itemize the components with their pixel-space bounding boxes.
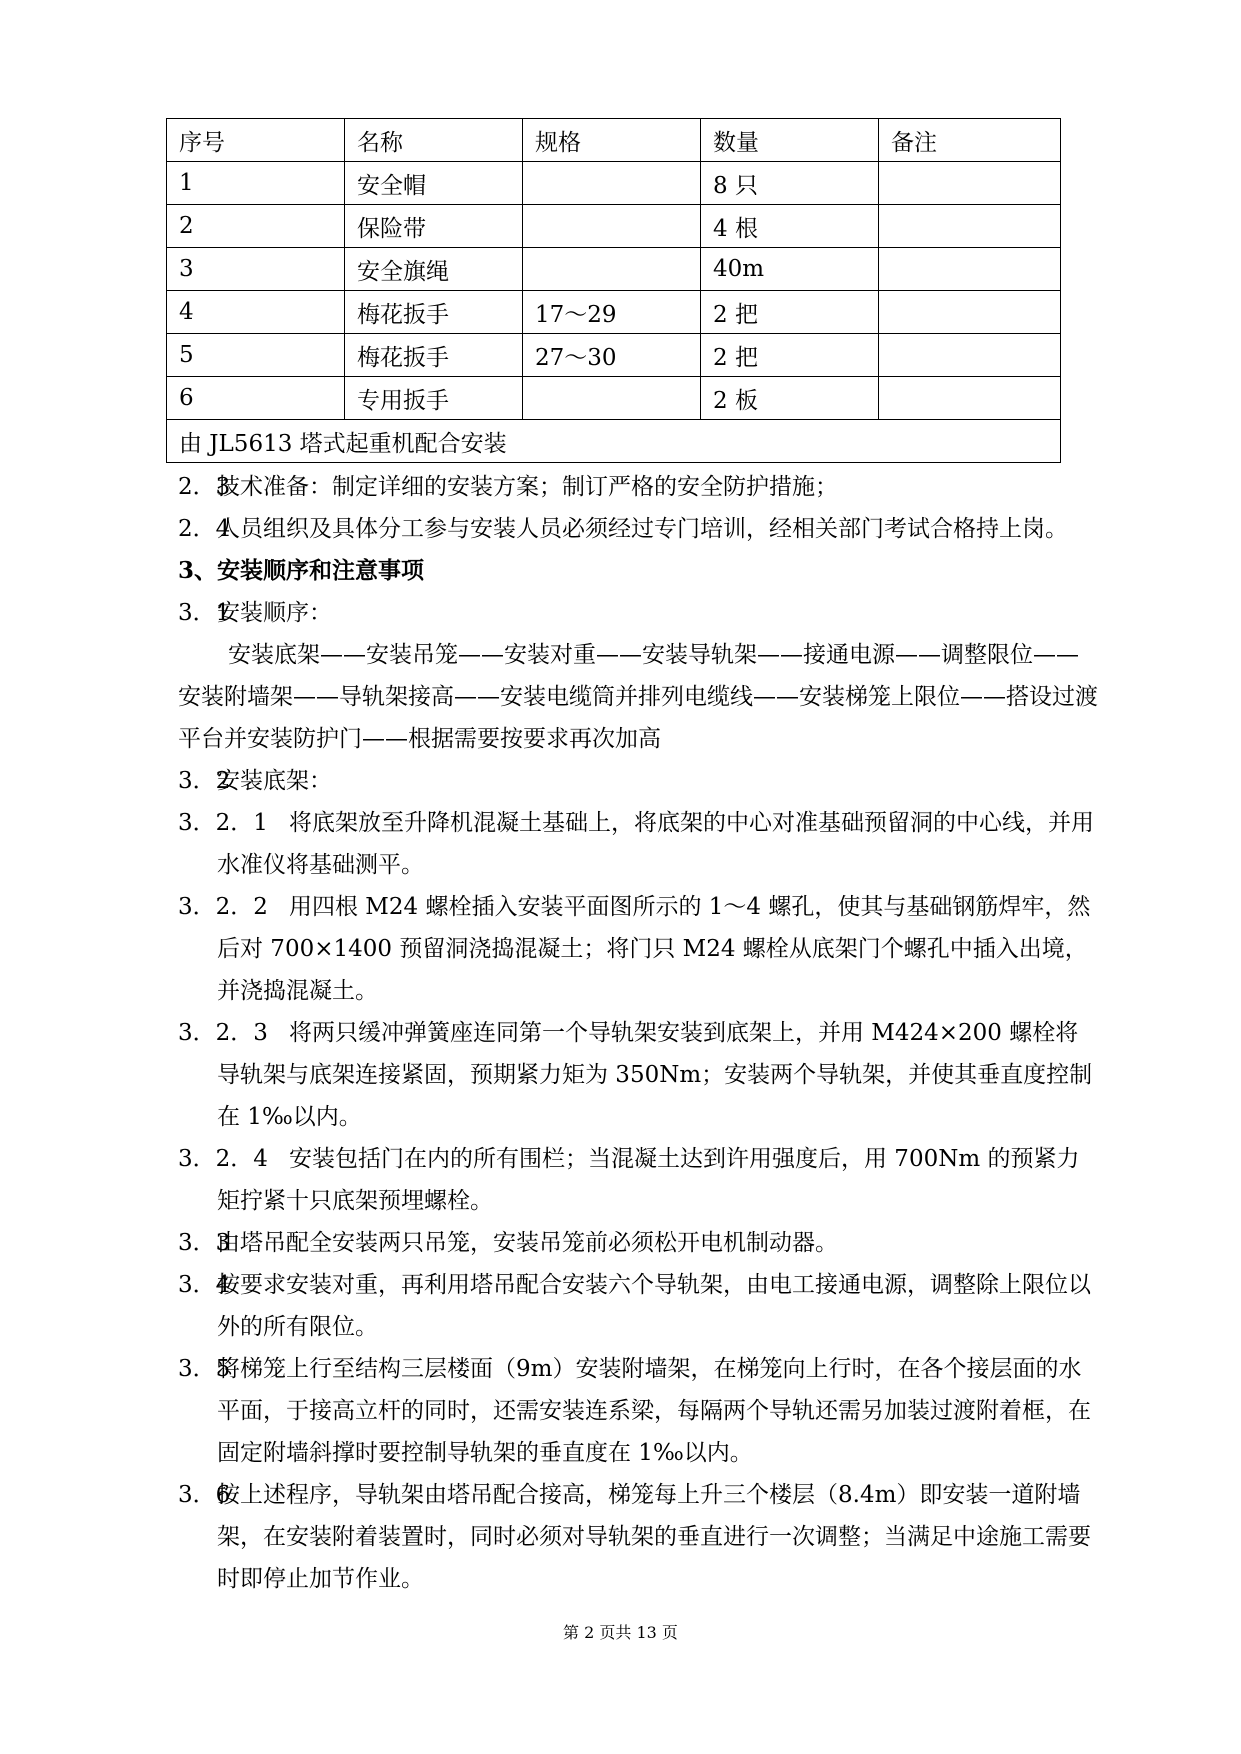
paragraph-3-2-3 xyxy=(178,1012,1098,1138)
paragraph-2-3 xyxy=(178,466,1098,508)
paragraph-3-2-1 xyxy=(178,802,1098,886)
table-cell xyxy=(523,162,701,205)
section-number: 3．2．1 xyxy=(178,810,268,836)
paragraph-text: 安装底架： xyxy=(217,768,332,794)
table-cell xyxy=(879,162,1061,205)
table-cell xyxy=(879,205,1061,248)
header-cell: 规格 xyxy=(523,119,701,162)
section-number: 3．1 xyxy=(178,600,231,626)
paragraph-3-6 xyxy=(178,1474,1098,1600)
paragraph-2-4 xyxy=(178,508,1098,550)
table-cell: 安全旗绳 xyxy=(345,248,523,291)
paragraph-text: 安装顺序： xyxy=(217,600,332,626)
table-cell xyxy=(523,205,701,248)
section-number: 2．3 xyxy=(178,474,231,500)
table-cell xyxy=(523,248,701,291)
section-number: 3．5 xyxy=(178,1356,231,1382)
paragraph-text: 安装包括门在内的所有围栏；当混凝土达到许用强度后，用 700Nm 的预紧力矩拧紧十只底架预埋螺栓。 xyxy=(217,1146,1080,1214)
table-cell: 17～29 xyxy=(523,291,701,334)
paragraph-3-2 xyxy=(178,760,1098,802)
table-cell: 3 xyxy=(167,248,345,291)
table-cell: 2 把 xyxy=(701,291,879,334)
table-cell: 6 xyxy=(167,377,345,420)
table-cell: 保险带 xyxy=(345,205,523,248)
section-heading-3: 3、安装顺序和注意事项 xyxy=(178,557,425,584)
paragraph-text: 由塔吊配全安装两只吊笼，安装吊笼前必须松开电机制动器。 xyxy=(217,1230,838,1256)
table-cell xyxy=(879,248,1061,291)
paragraph-text: 技术准备：制定详细的安装方案；制订严格的安全防护措施； xyxy=(217,474,838,500)
table-cell xyxy=(523,377,701,420)
paragraph-3-5 xyxy=(178,1348,1098,1474)
table-cell: 2 把 xyxy=(701,334,879,377)
table-cell: 2 板 xyxy=(701,377,879,420)
table-cell: 安全帽 xyxy=(345,162,523,205)
header-cell: 序号 xyxy=(167,119,345,162)
table-cell: 梅花扳手 xyxy=(345,291,523,334)
table-row xyxy=(167,162,1061,205)
paragraph-text: 用四根 M24 螺栓插入安装平面图所示的 1～4 螺孔，使其与基础钢筋焊牢，然后对 700×1400 预留洞浇捣混凝土；将门只 M24 螺栓从底架门个螺孔中插入出境，并浇捣混凝土。 xyxy=(217,894,1091,1004)
table-row xyxy=(167,248,1061,291)
paragraph-text: 按要求安装对重，再利用塔吊配合安装六个导轨架，由电工接通电源，调整除上限位以外的所有限位。 xyxy=(217,1272,1091,1340)
table-cell: 40m xyxy=(701,248,879,291)
installation-sequence: 安装底架——安装吊笼——安装对重——安装导轨架——接通电源——调整限位——安装附墙架——导轨架接高——安装电缆筒并排列电缆线——安装梯笼上限位——搭设过渡平台并安装防护门——根据需要按要求再次加高 xyxy=(178,642,1098,752)
table-note-row xyxy=(167,420,1061,463)
header-cell: 数量 xyxy=(701,119,879,162)
table-header-row xyxy=(167,119,1061,162)
table-cell: 1 xyxy=(167,162,345,205)
section-number: 3．2．2 xyxy=(178,894,268,920)
table-cell: 5 xyxy=(167,334,345,377)
paragraph-3-2-2 xyxy=(178,886,1098,1012)
table-row xyxy=(167,334,1061,377)
table-row xyxy=(167,377,1061,420)
document-body xyxy=(178,466,1098,1600)
paragraph-text: 将梯笼上行至结构三层楼面（9m）安装附墙架，在梯笼向上行时，在各个接层面的水平面，于接高立杆的同时，还需安装连系梁，每隔两个导轨还需另加装过渡附着框，在固定附墙斜撑时要控制导轨架的垂直度在 1‰以内。 xyxy=(217,1356,1091,1466)
table-row xyxy=(167,205,1061,248)
paragraph-3-1 xyxy=(178,592,1098,634)
table-cell: 4 xyxy=(167,291,345,334)
paragraph-text: 人员组织及具体分工参与安装人员必须经过专门培训，经相关部门考试合格持上岗。 xyxy=(217,516,1068,542)
paragraph-3-4 xyxy=(178,1264,1098,1348)
section-number: 3．6 xyxy=(178,1482,231,1508)
section-number: 3．2．4 xyxy=(178,1146,268,1172)
tools-table xyxy=(166,118,1061,463)
page-footer: 第 2 页共 13 页 xyxy=(563,1623,678,1642)
paragraph-text: 按上述程序，导轨架由塔吊配合接高，梯笼每上升三个楼层（8.4m）即安装一道附墙架，在安装附着装置时，同时必须对导轨架的垂直进行一次调整；当满足中途施工需要时即停止加节作业。 xyxy=(217,1482,1091,1592)
table-note: 由 JL5613 塔式起重机配合安装 xyxy=(167,420,1061,463)
table-cell: 梅花扳手 xyxy=(345,334,523,377)
header-cell: 备注 xyxy=(879,119,1061,162)
table-cell xyxy=(879,377,1061,420)
table-cell: 专用扳手 xyxy=(345,377,523,420)
paragraph-text: 将两只缓冲弹簧座连同第一个导轨架安装到底架上，并用 M424×200 螺栓将导轨架与底架连接紧固，预期紧力矩为 350Nm；安装两个导轨架，并使其垂直度控制在 1‰以内。 xyxy=(217,1020,1093,1130)
table-cell xyxy=(879,291,1061,334)
paragraph-3-2-4 xyxy=(178,1138,1098,1222)
table-cell: 8 只 xyxy=(701,162,879,205)
section-number: 3．3 xyxy=(178,1230,231,1256)
section-number: 2．4 xyxy=(178,516,231,542)
paragraph-text: 将底架放至升降机混凝土基础上，将底架的中心对准基础预留洞的中心线，并用水准仪将基础测平。 xyxy=(217,810,1094,878)
table-cell xyxy=(879,334,1061,377)
table-cell: 27～30 xyxy=(523,334,701,377)
table-row xyxy=(167,291,1061,334)
section-number: 3．2 xyxy=(178,768,231,794)
table-cell: 4 根 xyxy=(701,205,879,248)
header-cell: 名称 xyxy=(345,119,523,162)
section-number: 3．4 xyxy=(178,1272,231,1298)
paragraph-3-3 xyxy=(178,1222,1098,1264)
section-number: 3．2．3 xyxy=(178,1020,268,1046)
table-cell: 2 xyxy=(167,205,345,248)
